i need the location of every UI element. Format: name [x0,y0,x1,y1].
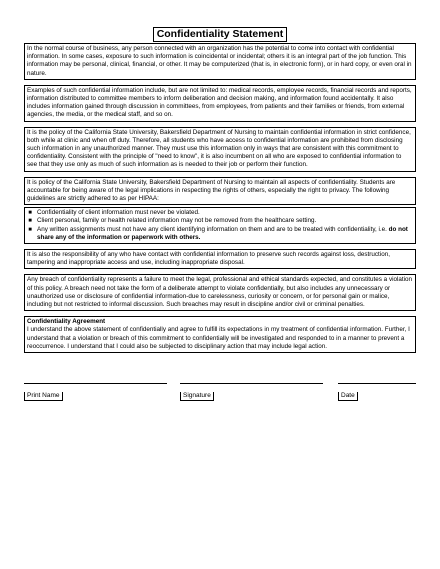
list-item [27,209,413,217]
agreement-box [24,316,416,353]
hipaa-paragraph-box [24,177,416,206]
signature-row [24,375,416,405]
policy-paragraph: It is the policy of the California State University, Bakersfield Department of Nursing to maintain confidential information in strict confidence, both while at clinic and when off duty. Therefore, all students who have access to confidential information are prohibited from disclosing such information in any unauthorized manner. They must use this information only in ways that are consistent with this commitment to confidentiality. Consistent with the principle of "need to know", it is also incumbent on all who are exposed to confidential information to see that they use only as much of such information as is needed to their job or perform their function. [27,128,411,169]
print-name-label: Print Name [24,392,63,401]
page-title: Confidentiality Statement [153,27,288,42]
responsibility-paragraph: It is also the responsibility of any who have contact with confidential information to preserve such records against loss, destruction, tampering and inappropriate access and use, including inappropriate disposal. [27,251,390,267]
intro-paragraph-box [24,43,416,80]
bullet-icon: ■ [28,226,32,233]
breach-paragraph: Any breach of confidentiality represents a failure to meet the legal, professional and ethical standards expected, and constitutes a violation of this policy. A breach need not take the form of a deliberate attempt to violate confidentially, but also includes any unnecessary or unauthorized use or disclosure of confidential information-due to carelessness, curiosity or concern, or for personal gain or malice, including but not restricted to informal discussion. Such breaches may result in discipline and/or civil or criminal penalties. [27,276,413,309]
examples-paragraph: Examples of such confidential information include, but are not limited to: medical records, employee records, financial records and reports, information distributed to committee members to inform deliberation and decision making, and information found accidentally. It also includes information gained through discussion in committees, from employees, from patients and their families or friends, from external agencies, the media, or the medical staff, and so on. [27,86,412,119]
breach-paragraph-box [24,274,416,311]
examples-paragraph-box [24,85,416,122]
date-field[interactable] [338,375,416,402]
hipaa-paragraph: It is policy of the California State University, Bakersfield Department of Nursing to maintain all aspects of confidentiality. Students are accountable for being aware of the legal implications in respecting the rights of others, especially the right to privacy. The following guidelines are strictly adhered to as per HIPAA: [27,178,396,203]
document-page [24,24,416,405]
guideline-text: Client personal, family or health related information may not be removed from the healthcare setting. [37,217,317,225]
agreement-heading: Confidentiality Agreement [27,318,106,326]
guideline-text: Any written assignments must not have any client identifying information on them and are to be treated with confidentiality, i.e. [37,225,389,233]
date-label: Date [338,392,358,401]
print-name-field[interactable] [24,375,167,402]
intro-paragraph: In the normal course of business, any person connected with an organization has the potential to come into contact with confidential information. In some cases, exposure to such information is coincidental or incidental; others it is an integral part of the job function. This information may be personal, clinical, financial, or other. It may be computerized (that is, in electronic form), or in hard copy, or even oral in nature. [27,45,412,77]
date-line[interactable] [338,375,416,384]
signature-label: Signature [180,392,214,401]
list-item [27,217,413,225]
guideline-emphasis: do not share any of the information or paperwork with others. [37,225,408,241]
responsibility-paragraph-box [24,249,416,269]
guideline-text: Confidentiality of client information must never be violated. [37,209,200,217]
agreement-text: I understand the above statement of confidentially and agree to fulfill its expectations in my treatment of confidential information. Further, I understand that a violation or breach of this commitment to confidentially will be investigated and responded to in a manner to prevent a reoccurrence. I understand that I could also be subjected to disciplinary action that may include legal action. [27,326,410,350]
guidelines-box [24,207,416,244]
list-item [27,226,413,242]
title-wrap [24,24,416,40]
bullet-icon: ■ [28,218,32,225]
signature-line[interactable] [180,375,323,384]
signature-field[interactable] [180,375,323,402]
bullet-icon: ■ [28,210,32,217]
print-name-line[interactable] [24,375,167,384]
guidelines-list [27,209,413,242]
policy-paragraph-box [24,127,416,172]
